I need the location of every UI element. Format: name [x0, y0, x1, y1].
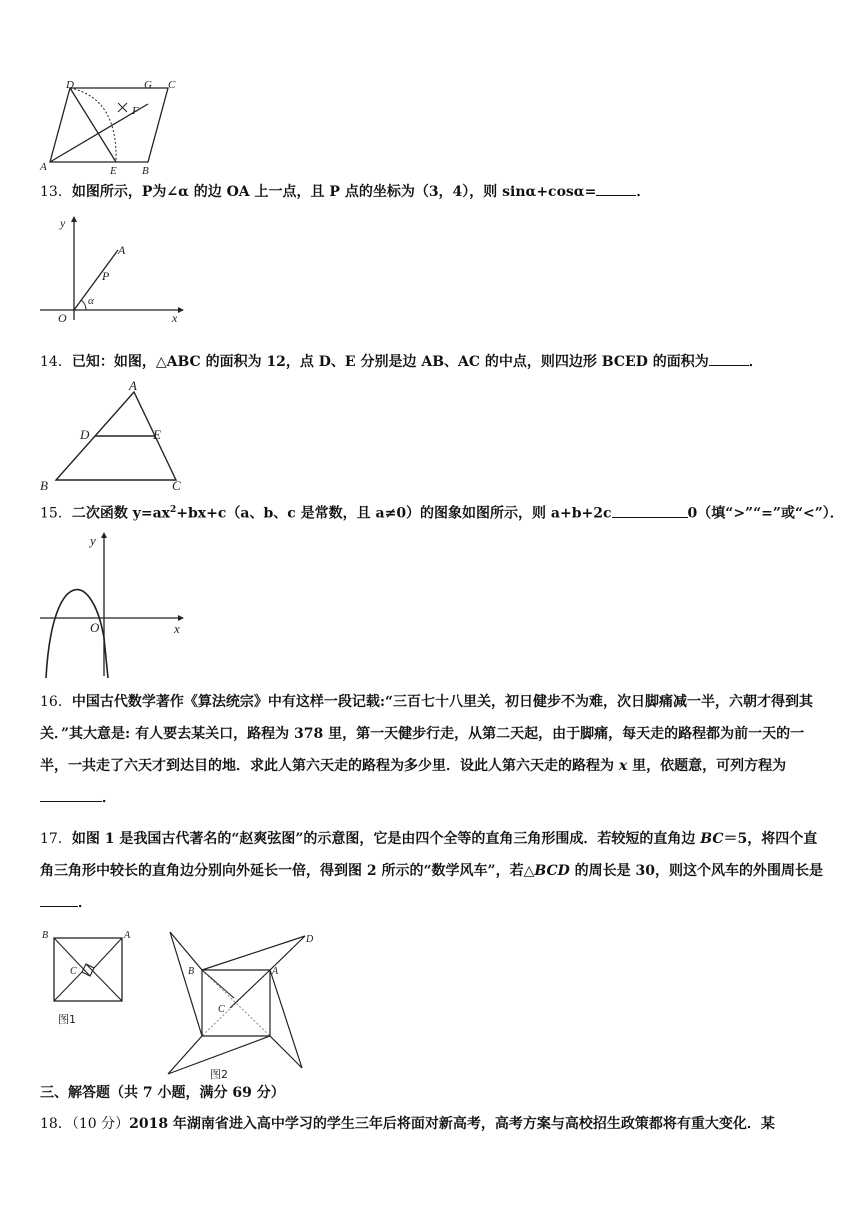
answer-blank[interactable]	[596, 180, 636, 196]
answer-blank[interactable]	[40, 786, 102, 802]
label-C: C	[172, 478, 181, 493]
question-number: 17．	[40, 831, 72, 847]
question-score: （10 分）	[71, 1116, 130, 1132]
question-number: 13．	[40, 184, 72, 200]
label-A: A	[129, 378, 137, 393]
question-number: 18．	[40, 1116, 72, 1132]
question-number: 15．	[40, 505, 72, 522]
question-13: 13．如图所示，P为∠α 的边 OA 上一点，且 P 点的坐标为（3，4），则 sinα+cosα= ．	[40, 176, 830, 208]
question-text: 如图所示，P为∠α 的边 OA 上一点，且 P 点的坐标为（3，4），则 sinα+cosα=	[71, 184, 597, 200]
label-D: D	[306, 934, 314, 945]
label-A: A	[40, 161, 47, 173]
label-F: F	[132, 105, 139, 117]
label-C: C	[70, 966, 77, 977]
label-B: B	[40, 478, 48, 493]
label-C: C	[218, 1004, 225, 1015]
figure-1-chord-diagram	[38, 928, 138, 1038]
figure-triangle-abc	[38, 378, 198, 494]
label-D: D	[66, 79, 74, 91]
answer-blank[interactable]	[612, 502, 688, 518]
label-D: D	[80, 427, 90, 442]
section-title: 三、解答题（共 7 小题，满分 69 分）	[40, 1085, 285, 1101]
label-E: E	[153, 427, 161, 442]
caption-fig2: 图2	[210, 1068, 228, 1080]
label-G: G	[144, 79, 152, 91]
label-A: A	[124, 930, 131, 941]
figure-parabola	[38, 528, 198, 678]
question-15: 15．二次函数 $y=ax^2+bx+c(a$、b、c 是常数，且 a≠0）的图象如图所示，则 a+b+2c 0（填“>”“=”或“<”）．	[40, 494, 830, 530]
label-B: B	[42, 930, 49, 941]
question-text: 2018 年湖南省进入高中学习的学生三年后将面对新高考，高考方案与高校招生政策都将有重大变化．某	[129, 1116, 775, 1132]
question-number: 16．	[40, 694, 72, 710]
question-text: 已知：如图，△ABC 的面积为 12，点 D、E 分别是边 AB、AC 的中点，则四边形 BCED 的面积为	[71, 354, 709, 370]
figure-parallelogram	[38, 78, 188, 178]
label-y: y	[90, 533, 96, 548]
question-14: 14．已知：如图，△ABC 的面积为 12，点 D、E 分别是边 AB、AC 的中点，则四边形 BCED 的面积为 ．	[40, 346, 830, 378]
answer-blank[interactable]	[40, 891, 78, 907]
label-alpha: α	[88, 295, 94, 307]
label-E: E	[110, 165, 117, 177]
caption-fig1: 图1	[58, 1013, 76, 1026]
figure-angle-alpha	[38, 214, 188, 324]
question-number: 14．	[40, 354, 72, 370]
label-A: A	[118, 243, 126, 257]
question-18	[40, 1108, 830, 1140]
label-P: P	[102, 269, 110, 283]
question-16: 16．中国古代数学著作《算法统宗》中有这样一段记载:“三百七十八里关，初日健步不为难，次日脚痛减一半，六朝才得到其关．”其大意是: 有人要去某关口，路程为 378 里，第一天健步行走，从第二天起，由于脚痛，每天走的路程都为前一天的一半，一共走了六天才到达目的地．求此人第六天走的路程为多少里．设此人第六天走的路程为 x 里，依题意，可列方程为．	[40, 694, 814, 806]
label-O: O	[58, 311, 67, 324]
answer-blank[interactable]	[709, 350, 749, 366]
label-B: B	[142, 165, 149, 177]
label-B: B	[188, 966, 195, 977]
figure-2-windmill	[160, 928, 330, 1080]
label-x: x	[172, 311, 178, 324]
label-y: y	[60, 216, 66, 230]
label-O: O	[90, 620, 100, 635]
label-x: x	[174, 621, 180, 636]
label-C: C	[168, 79, 176, 91]
question-17: 17．如图 1 是我国古代著名的“赵爽弦图”的示意图，它是由四个全等的直角三角形围成．若较短的直角边 BC＝5，将四个直角三角形中较长的直角边分别向外延长一倍，得到图 2 所示的“数学风车”，若△BCD 的周长是 30，则这个风车的外围周长是．	[40, 831, 823, 911]
label-A: A	[272, 966, 279, 977]
